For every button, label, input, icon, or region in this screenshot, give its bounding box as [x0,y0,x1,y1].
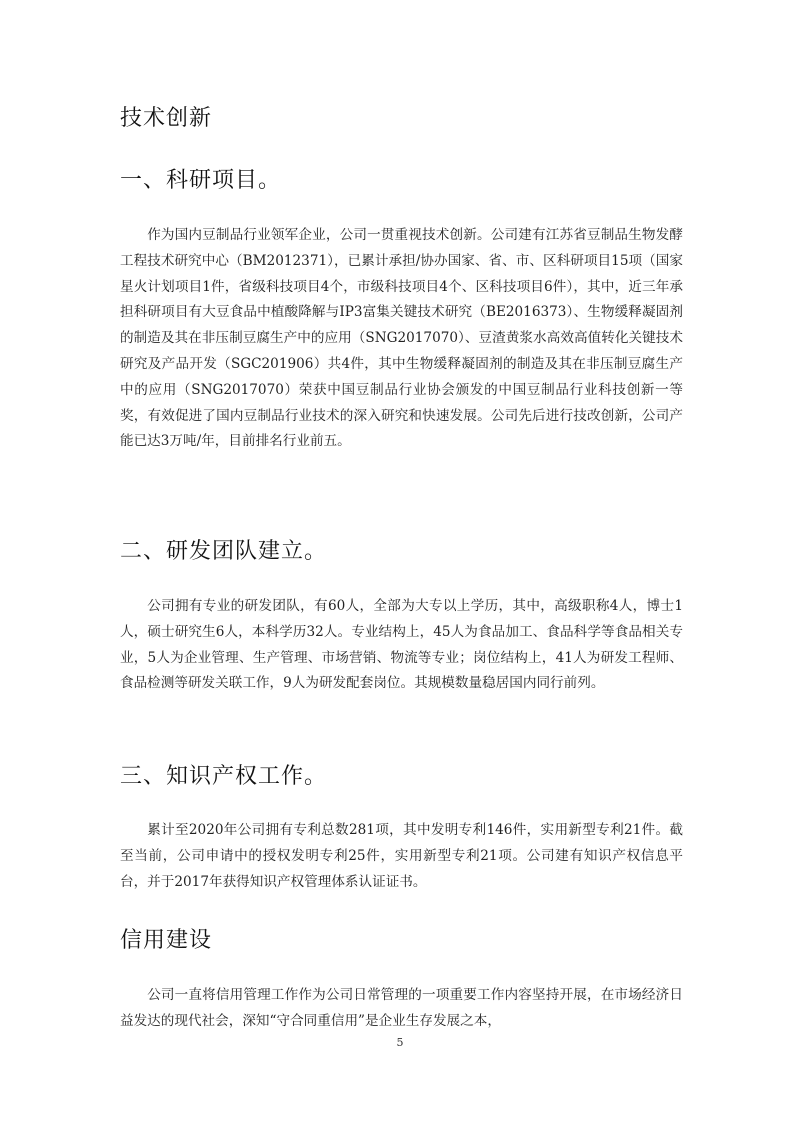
section-title-tech-innovation: 技术创新 [120,106,213,131]
page-number: 5 [396,1036,404,1049]
paragraph-rd-team: 公司拥有专业的研发团队，有60人，全部为大专以上学历，其中，高级职称4人，博士1人，硕士研究生6人，本科学历32人。专业结构上，45人为食品加工、食品科学等食品相关专业，5人为企业管理、生产管理、市场营销、物流等专业；岗位结构上，41人为研发工程师、食品检测等研发关联工作，9人为研发配套岗位。其规模数量稳居国内同行前列。 [120,598,683,692]
section-title-ip-work: 三、知识产权工作。 [120,764,328,789]
section-title-credit-building: 信用建设 [120,928,213,953]
section-title-rd-team: 二、研发团队建立。 [120,539,328,564]
paragraph-credit-building: 公司一直将信用管理工作作为公司日常管理的一项重要工作内容坚持开展，在市场经济日益发达的现代社会，深知“守合同重信用”是企业生存发展之本， [120,987,683,1029]
paragraph-ip-work: 累计至2020年公司拥有专利总数281项，其中发明专利146件，实用新型专利21件。截至当前，公司申请中的授权发明专利25件，实用新型专利21项。公司建有知识产权信息平台，并于2017年获得知识产权管理体系认证证书。 [120,822,683,890]
section-title-research-projects: 一、科研项目。 [120,168,282,193]
paragraph-research-projects: 作为国内豆制品行业领军企业，公司一贯重视技术创新。公司建有江苏省豆制品生物发酵工程技术研究中心（BM2012371），已累计承担/协办国家、省、市、区科研项目15项（国家星火计划项目1件，省级科技项目4个，市级科技项目4个、区科技项目6件），其中，近三年承担科研项目有大豆食品中植酸降解与IP3富集关键技术研究（BE2016373）、生物缓释凝固剂的制造及其在非压制豆腐生产中的应用（SNG2017070）、豆渣黄浆水高效高值转化关键技术研究及产品开发（SGC201906）共4件，其中生物缓释凝固剂的制造及其在非压制豆腐生产中的应用（SNG2017070）荣获中国豆制品行业协会颁发的中国豆制品行业科技创新一等奖，有效促进了国内豆制品行业技术的深入研究和快速发展。公司先后进行技改创新，公司产能已达3万吨/年，目前排名行业前五。 [120,227,683,450]
